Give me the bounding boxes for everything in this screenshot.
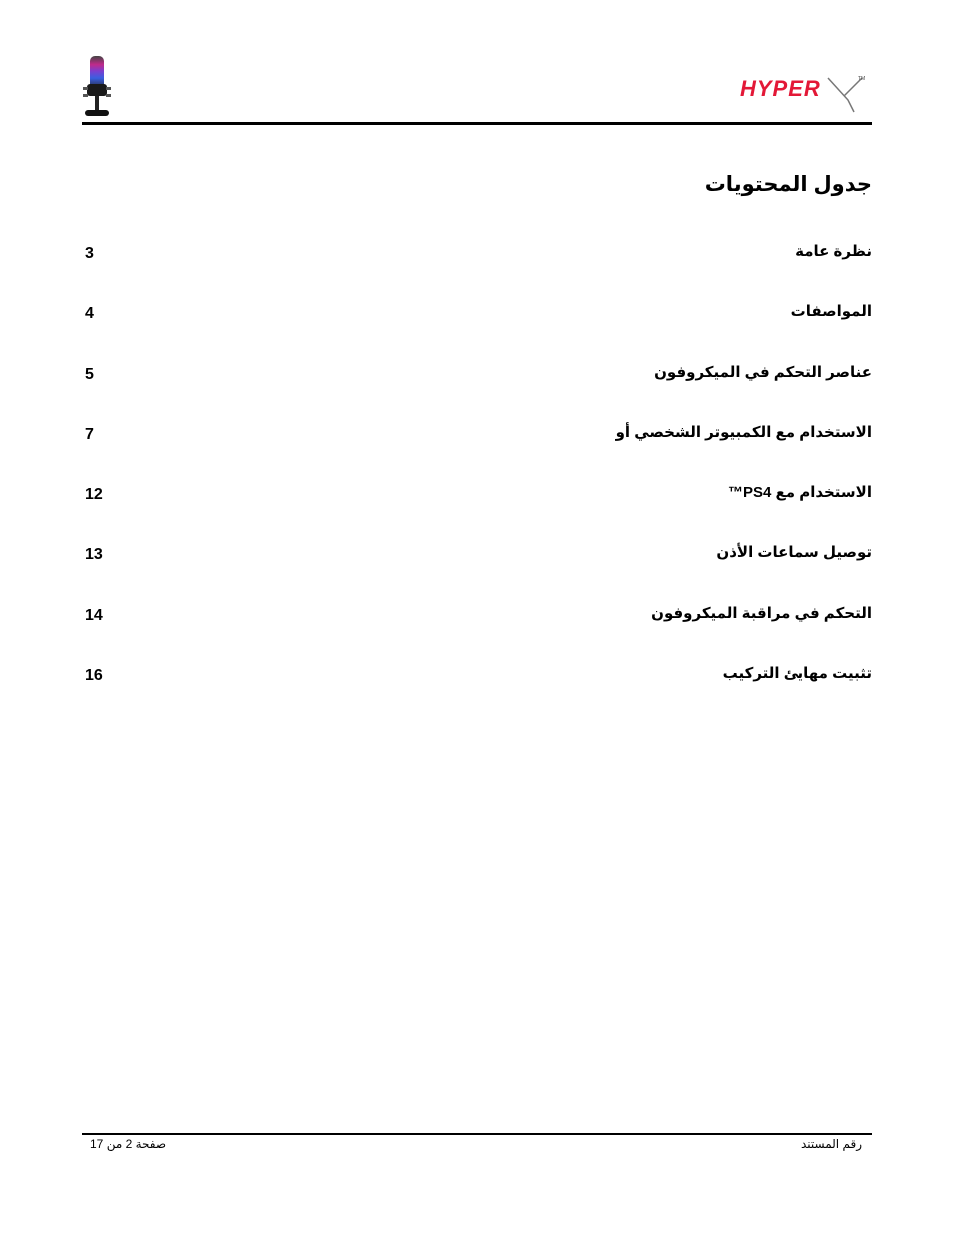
toc-entry-label: توصيل سماعات الأذن bbox=[716, 544, 872, 562]
toc-entry-page: 12 bbox=[85, 486, 103, 504]
toc-entry-label: الاستخدام مع PS4™ bbox=[727, 484, 872, 502]
toc-entry-page: 4 bbox=[85, 305, 94, 323]
toc-title: جدول المحتويات bbox=[704, 173, 872, 196]
toc-entry-label: تثبيت مهايئ التركيب bbox=[722, 665, 872, 683]
toc-entry-page: 5 bbox=[85, 365, 94, 383]
toc-entry-page: 16 bbox=[85, 667, 103, 685]
table-of-contents bbox=[82, 240, 872, 722]
toc-entry-pc-usage[interactable] bbox=[82, 421, 872, 481]
page-header bbox=[82, 50, 872, 125]
toc-entry-label: عناصر التحكم في الميكروفون bbox=[654, 363, 872, 381]
toc-entry-specifications[interactable] bbox=[82, 300, 872, 360]
toc-entry-label: التحكم في مراقبة الميكروفون bbox=[651, 604, 872, 622]
toc-entry-page: 14 bbox=[85, 606, 103, 624]
hyperx-logo bbox=[732, 66, 872, 114]
toc-entry-label: المواصفات bbox=[790, 303, 872, 321]
header-divider bbox=[82, 122, 872, 125]
page-number: صفحة 2 من 17 bbox=[90, 1137, 167, 1151]
toc-entry-page: 7 bbox=[85, 425, 94, 443]
svg-text:TM: TM bbox=[858, 76, 866, 82]
toc-entry-mic-monitoring[interactable] bbox=[82, 602, 872, 662]
toc-entry-overview[interactable] bbox=[82, 240, 872, 300]
page-footer bbox=[82, 1133, 872, 1151]
toc-entry-mount-adapter[interactable] bbox=[82, 662, 872, 722]
document-number: رقم المستند bbox=[800, 1137, 862, 1151]
footer-divider bbox=[82, 1133, 872, 1135]
toc-entry-label: الاستخدام مع الكمبيوتر الشخصي أو bbox=[615, 423, 872, 441]
toc-entry-page: 3 bbox=[85, 245, 94, 262]
toc-entry-label: نظرة عامة bbox=[795, 243, 872, 260]
svg-text:HYPER: HYPER bbox=[740, 76, 821, 101]
toc-entry-ps4-usage[interactable] bbox=[82, 481, 872, 541]
toc-entry-microphone-controls[interactable] bbox=[82, 361, 872, 421]
toc-entry-headphones[interactable] bbox=[82, 541, 872, 601]
toc-entry-page: 13 bbox=[85, 546, 103, 564]
microphone-icon bbox=[82, 54, 114, 120]
